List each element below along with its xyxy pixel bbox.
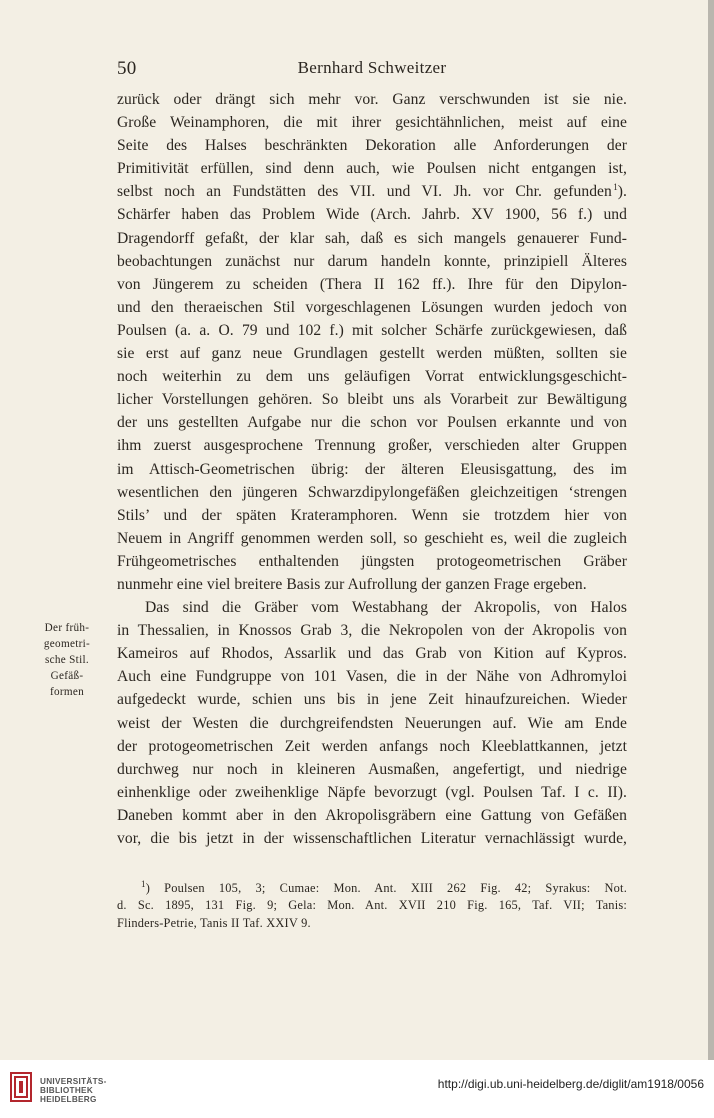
page-header: [117, 58, 627, 82]
body-line: weist der Westen die durchgreifendsten Neuerungen auf. Wie am Ende: [117, 714, 627, 732]
body-line: und den theraeischen Stil vorgeschlagenen Lösungen wurden jedoch von: [117, 298, 627, 316]
body-line: Poulsen (a. a. O. 79 und 102 f.) mit solcher Schärfe zurückgewiesen, daß: [117, 321, 627, 339]
body-line: vor, die bis jetzt in der wissenschaftlichen Literatur vernachlässigt wurde,: [117, 830, 627, 847]
body-line: im Attisch-Geometrischen übrig: der älteren Eleusisgattung, des im: [117, 460, 627, 478]
body-line: noch weiterhin zu dem uns geläufigen Vorrat entwicklungsgeschicht-: [117, 368, 627, 386]
body-line: ihm zuerst ausgesprochene Trennung großer, verschieden alter Gruppen: [117, 437, 627, 455]
body-line-text: selbst noch an Fundstätten des VII. und VI. Jh. vor Chr. gefunden: [117, 183, 612, 201]
footnote-line: [117, 880, 627, 897]
body-line: einhenklige oder zweihenklige Näpfe bevorzugt (vgl. Poulsen Taf. I c. II).: [117, 783, 627, 801]
body-line: zurück oder drängt sich mehr vor. Ganz verschwunden ist sie nie.: [117, 91, 627, 108]
footnote-reference-suffix: ).: [617, 183, 627, 201]
margin-note: [34, 620, 100, 700]
body-line: Daneben kommt aber in den Akropolisgräbern eine Gattung von Gefäßen: [117, 806, 627, 824]
body-line: der protogeometrischen Zeit werden anfangs noch Kleeblattkannen, jetzt: [117, 737, 627, 755]
body-line: Dragendorff gefaßt, der klar sah, daß es sich mangels genauerer Fund-: [117, 229, 627, 247]
body-line: sie erst auf ganz neue Grundlagen gestellt werden müßten, sollten sie: [117, 345, 627, 363]
body-line: durchweg nur noch in kleineren Ausmaßen, angefertigt, und niedrige: [117, 760, 627, 778]
body-line: in Thessalien, in Knossos Grab 3, die Nekropolen von der Akropolis von: [117, 622, 627, 640]
body-line-paragraph-end: nunmehr eine viel breitere Basis zur Aufrollung der ganzen Frage ergeben.: [117, 575, 587, 593]
body-line: Auch eine Fundgruppe von 101 Vasen, die in der Nähe von Adhromyloi: [117, 668, 627, 686]
footnotes: [117, 880, 627, 932]
footnote-reference[interactable]: 1: [613, 182, 618, 193]
margin-note-line: Der früh-: [44, 622, 90, 634]
margin-note-line: formen: [49, 686, 85, 698]
library-logo-icon[interactable]: [10, 1072, 32, 1102]
body-line: Schärfer haben das Problem Wide (Arch. Jahrb. XV 1900, 56 f.) und: [117, 206, 627, 224]
body-line: Frühgeometrisches enthaltenden jüngsten protogeometrischen Gräber: [117, 552, 627, 570]
page-edge: [708, 0, 714, 1060]
logo-line: UNIVERSITÄTS-: [40, 1077, 107, 1086]
margin-note-line: Gefäß-: [50, 670, 84, 682]
body-line: wesentlichen den jüngeren Schwarzdipylongefäßen gleichzeitigen ‘strengen: [117, 483, 627, 501]
page-number: 50: [117, 58, 137, 79]
body-line: Stils’ und der späten Krateramphoren. Wenn sie trotzdem hier von: [117, 506, 627, 524]
footnote-line: Flinders-Petrie, Tanis II Taf. XXIV 9.: [117, 915, 311, 930]
body-line: Primitivität erfüllen, sind denn auch, wie Poulsen nicht entgangen ist,: [117, 160, 627, 178]
body-line: Neuem in Angriff genommen werden soll, so geschieht es, weil die zugleich: [117, 529, 627, 547]
footnote-text: ) Poulsen 105, 3; Cumae: Mon. Ant. XIII 262 Fig. 42; Syrakus: Not.: [145, 881, 627, 895]
body-line: beobachtungen zunächst nur darum handeln konnte, prinzipiell Älteres: [117, 252, 627, 270]
body-line: der uns gestellten Aufgabe nur die schon vor Poulsen erkannte und von: [117, 414, 627, 432]
body-text: [117, 88, 627, 850]
logo-line: BIBLIOTHEK: [40, 1086, 94, 1095]
body-line: licher Vorstellungen gehören. So bleibt uns als Vorarbeit zur Bewältigung: [117, 391, 627, 409]
logo-line: HEIDELBERG: [40, 1095, 97, 1104]
body-line: von Jüngerem zu scheiden (Thera II 162 ff.). Ihre für den Dipylon-: [117, 275, 627, 293]
body-line: aufgedeckt wurde, schien uns bis in jene Zeit hinaufzureichen. Wieder: [117, 691, 627, 709]
body-line: Kameiros auf Rhodos, Assarlik und das Grab von Kition auf Kypros.: [117, 645, 627, 663]
body-line-paragraph-start: Das sind die Gräber vom Westabhang der Akropolis, von Halos: [145, 599, 627, 617]
body-line: Große Weinamphoren, die mit ihrer gesichtähnlichen, meist auf eine: [117, 114, 627, 132]
library-logo-text[interactable]: [40, 1077, 107, 1104]
footnote-line: d. Sc. 1895, 131 Fig. 9; Gela: Mon. Ant. XVII 210 Fig. 165, Taf. VII; Tanis:: [117, 898, 627, 913]
running-title: Bernhard Schweitzer: [297, 58, 447, 77]
footnote-marker: 1: [141, 880, 146, 889]
body-line-with-footnote: [117, 180, 627, 203]
permalink-url[interactable]: http://digi.ub.uni-heidelberg.de/diglit/am1918/0056: [437, 1077, 704, 1091]
margin-note-line: sche Stil.: [44, 654, 90, 666]
body-line: Seite des Halses beschränkten Dekoration alle Anforderungen der: [117, 137, 627, 155]
margin-note-line: geometri-: [43, 638, 91, 650]
